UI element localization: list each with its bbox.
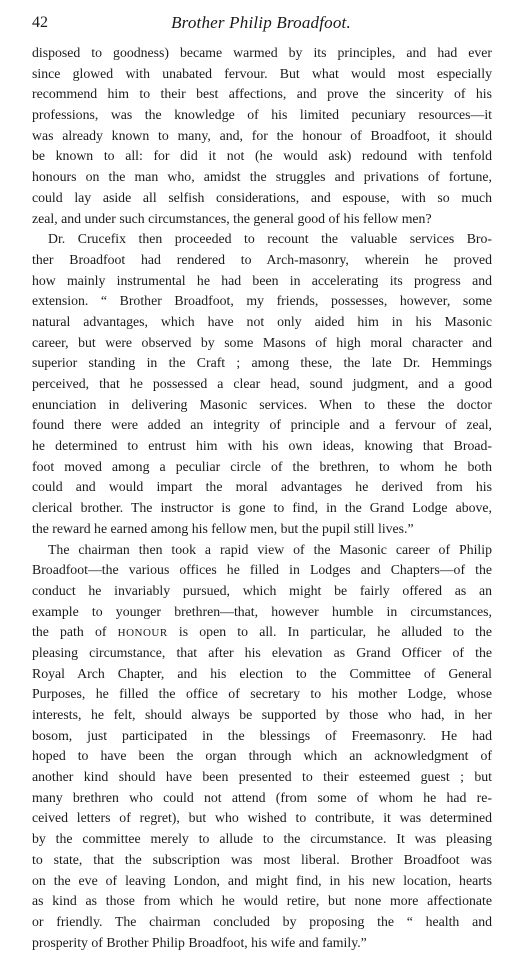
text-line: Royal Arch Chapter, and his election to the Committee of General (32, 665, 492, 681)
text-line: was already known to many, and, for the honour of Broadfoot, it should (32, 127, 492, 143)
text-line: another kind should have been presented to their esteemed guest ; but (32, 769, 492, 785)
text-line: could lay aside all selfish considerations, and espouse, with so much (32, 189, 492, 205)
text-line: how mainly instrumental he had been in accelerating its progress and (32, 272, 492, 288)
text-line: ceived letters of regret), but who wished to contribute, it was determined (32, 810, 492, 826)
text-line: perceived, that he possessed a clear head, sound judgment, and a good (32, 376, 492, 391)
text-line: Purposes, he filled the office of secretary to his mother Lodge, whose (32, 686, 492, 702)
text-line: or friendly. The chairman concluded by proposing the “ health and (32, 913, 492, 929)
text-line: as kind as those from which he would retire, but none more affectionate (32, 893, 492, 909)
text-line: superior standing in the Craft ; among these, the late Dr. Hemmings (32, 355, 492, 371)
text-line: interests, he felt, should always be supported by those who had, in her (32, 707, 492, 722)
text-line: by the committee merely to allude to the circumstance. It was pleasing (32, 831, 492, 847)
text-line: professions, was the knowledge of his limited pecuniary resources—it (32, 107, 492, 123)
text-line: prosperity of Brother Philip Broadfoot, his wife and family.” (32, 934, 367, 950)
text-line: The chairman then took a rapid view of the Masonic career of Philip (48, 541, 492, 557)
text-line: be known to all: for did it not (he would ask) redound with tenfold (32, 148, 492, 164)
text-line: conduct he invariably pursued, which might be fairly offered as an (32, 582, 492, 598)
running-title: Brother Philip Broadfoot. (171, 13, 351, 32)
text-line: since glowed with unabated fervour. But what would most especially (32, 65, 492, 81)
small-caps-word: HONOUR (117, 627, 168, 640)
text-line: could and would impart the moral advantages he derived from his (32, 479, 492, 495)
page-number: 42 (32, 14, 48, 31)
text-line: on the eve of leaving London, and might find, in his new location, hearts (32, 872, 492, 888)
text-line: zeal, and under such circumstances, the general good of his fellow men? (32, 210, 432, 226)
text-line: the path of HONOUR is open to all. In particular, he alluded to the (32, 624, 492, 640)
text-line: the reward he earned among his fellow men, but the pupil still lives.” (32, 520, 414, 536)
text-line: example to younger brethren—that, however humble in circumstances, (32, 603, 492, 619)
text-line: honours on the man who, amidst the struggles and privations of fortune, (32, 169, 492, 185)
text-line: pleasing circumstance, that after his elevation as Grand Officer of the (32, 644, 492, 660)
body-text (32, 43, 492, 953)
text-line: Dr. Crucefix then proceeded to recount the valuable services Bro- (48, 231, 492, 247)
text-line: disposed to goodness) became warmed by its principles, and had ever (32, 45, 492, 60)
text-line: hoped to have been the organ through which an acknowledgment of (32, 748, 492, 764)
text-line: enunciation in delivering Masonic services. When to these the doctor (32, 396, 492, 412)
running-head (32, 12, 490, 34)
text-line: clerical brother. The instructor is gone to find, in the Grand Lodge above, (32, 500, 492, 516)
text-line: recommend him to their best affections, and prove the sincerity of his (32, 86, 492, 102)
text-line: natural advantages, which have not only aided him in his Masonic (32, 313, 492, 329)
text-line: extension. “ Brother Broadfoot, my friends, possesses, however, some (32, 293, 492, 309)
text-line: many brethren who could not attend (from some of whom he had re- (32, 789, 492, 805)
text-line: ther Broadfoot had rendered to Arch-masonry, wherein he proved (32, 251, 492, 267)
text-line: career, but were observed by some Masons of high moral character and (32, 334, 492, 350)
text-line: foot moved among a peculiar circle of the brethren, to whom he both (32, 458, 492, 474)
text-line: bosom, just participated in the blessings of Freemasonry. He had (32, 727, 492, 743)
text-line: Broadfoot—the various offices he filled in Lodges and Chapters—of the (32, 562, 492, 578)
text-line: found there were added an integrity of principle and a fervour of zeal, (32, 417, 492, 433)
text-line: to state, that the subscription was most liberal. Brother Broadfoot was (32, 851, 492, 867)
text-line: he determined to entrust him with his own ideas, knowing that Broad- (32, 438, 492, 454)
